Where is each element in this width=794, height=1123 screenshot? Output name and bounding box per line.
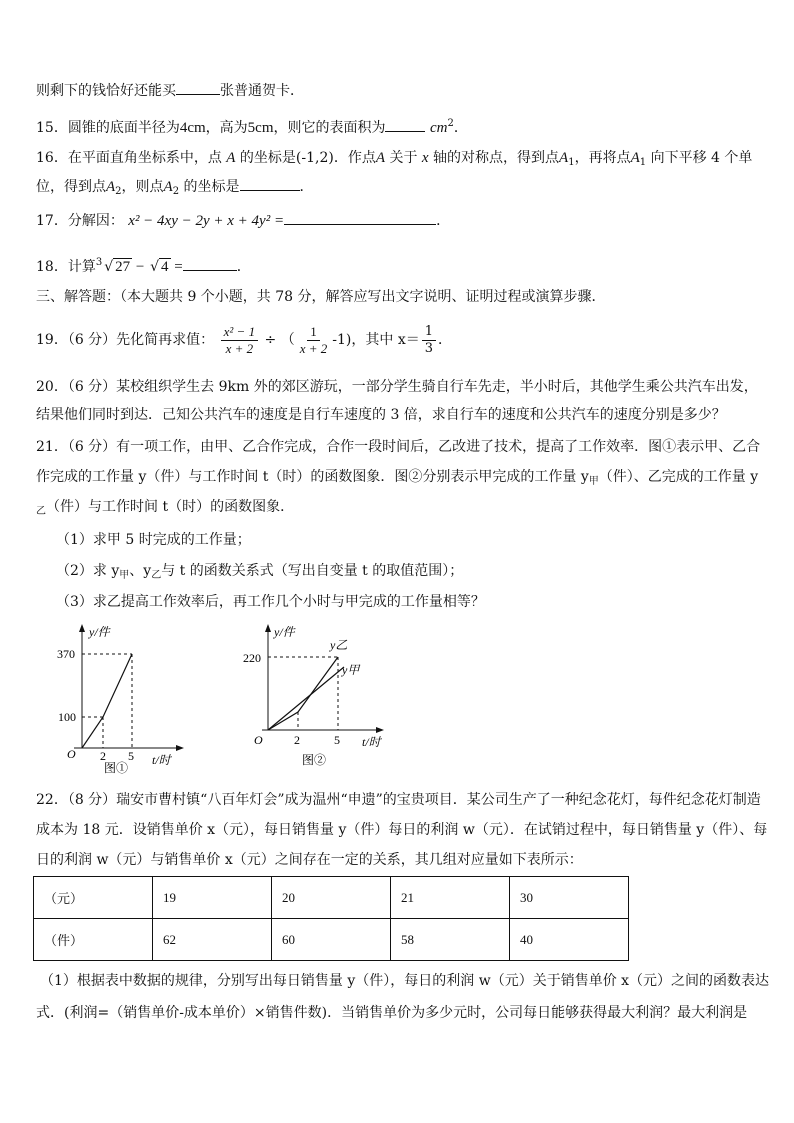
answer-blank[interactable]	[176, 80, 220, 95]
y-axis-label: y/件	[274, 625, 295, 639]
y-tick-220: 220	[243, 651, 261, 665]
table-row	[34, 877, 629, 919]
section-heading: 三、解答题：（本大题共 9 个小题，共 78 分，解答应写出文字说明、证明过程或演算步骤．	[36, 289, 606, 305]
fraction: $\frac{\text{x² − 1}}{x + 2}$	[221, 324, 258, 357]
data-table	[33, 876, 629, 961]
table-cell: 40	[510, 919, 629, 961]
label-jia: y甲	[342, 663, 360, 677]
table-cell: 62	[153, 919, 272, 961]
question-17: 17．分解因： x² − 4xy − 2y + x + 4y² = ．	[36, 210, 450, 231]
question-22-part1-line2: 式．(利润=（销售单价-成本单价）×销售件数)．当销售单价为多少元时，公司每日能够获得最大利润？最大利润是	[36, 1005, 748, 1021]
y-axis-arrow	[265, 624, 271, 632]
answer-blank[interactable]	[385, 117, 425, 132]
answer-blank[interactable]	[284, 210, 436, 225]
x-axis-label: t/时	[152, 753, 171, 767]
y-axis-arrow	[79, 624, 85, 632]
question-15: 15．圆锥的底面半径为4cm，高为5cm，则它的表面积为 $cm^2$．	[36, 118, 468, 136]
x-tick-2: 2	[100, 749, 106, 763]
question-22-line3: 日的利润 w（元）与销售单价 x（元）之间存在一定的关系，其几组对应量如下表所示：	[36, 852, 583, 868]
question-22-line1: 22．（8 分）瑞安市曹村镇“八百年灯会”成为温州“申遗”的宝贵项目．某公司生产了一种纪念花灯，每件纪念花灯制造	[36, 792, 761, 808]
graph-1	[52, 620, 192, 780]
line-jia	[268, 667, 344, 730]
table-cell: （元）	[34, 877, 153, 919]
question-16-line1: 16．在平面直角坐标系中，点 A 的坐标是(-1,2)．作点A 关于 x 轴的对称点，得到点$A_1$，再将点$A_1$ 向下平移 4 个单	[36, 150, 753, 168]
question-21-part1: （1）求甲 5 时完成的工作量；	[56, 532, 251, 548]
work-line	[82, 654, 132, 748]
x-tick-5: 5	[128, 749, 134, 763]
table-cell: 21	[391, 877, 510, 919]
question-22-line2: 成本为 18 元．设销售单价 x（元），每日销售量 y（件）每日的利润 w（元）．在试销过程中，每日销售量 y（件）、每	[36, 822, 768, 838]
x-tick-2: 2	[294, 733, 300, 747]
y-tick-100: 100	[58, 710, 76, 724]
question-21-part2: （2）求 $y_甲$、$y_乙$与 t 的函数关系式（写出自变量 t 的取值范围）；	[56, 563, 464, 581]
label-yi: y乙	[330, 638, 348, 652]
question-16-line2: 位，得到点$A_2$，则点$A_2$ 的坐标是 ．	[36, 176, 314, 202]
graph-caption: 图②	[302, 753, 327, 767]
table-cell: 30	[510, 877, 629, 919]
table-cell: 60	[272, 919, 391, 961]
table-cell: 58	[391, 919, 510, 961]
question-20-line2: 结果他们同时到达．己知公共汽车的速度是自行车速度的 3 倍，求自行车的速度和公共汽车的速度分别是多少？	[36, 407, 726, 423]
square-root: √ 4	[150, 259, 169, 275]
continued-line: 则剩下的钱恰好还能买 张普通贺卡．	[36, 80, 304, 101]
cube-root: √ 27	[104, 259, 131, 275]
x-tick-5: 5	[334, 733, 340, 747]
question-21-part3: （3）求乙提高工作效率后，再工作几个小时与甲完成的工作量相等？	[56, 594, 485, 610]
answer-blank[interactable]	[183, 256, 237, 271]
x-axis-arrow	[176, 745, 184, 751]
question-21-line2: 作完成的工作量 y（件）与工作时间 t（时）的函数图象．图②分别表示甲完成的工作量 $y_甲$（件）、乙完成的工作量 y	[36, 469, 759, 487]
x-axis-label: t/时	[362, 735, 381, 749]
table-cell: 19	[153, 877, 272, 919]
question-22-part1-line1: （1）根据表中数据的规律，分别写出每日销售量 y（件），每日的利润 w（元）关于销售单价 x（元）之间的函数表达	[40, 973, 770, 989]
graph-caption: 图①	[104, 761, 129, 775]
y-tick-370: 370	[57, 647, 75, 661]
question-20-line1: 20．（6 分）某校组织学生去 9km 外的郊区游玩，一部分学生骑自行车先走，半小时后，其他学生乘公共汽车出发，	[36, 379, 758, 395]
table-row	[34, 919, 629, 961]
origin-label: O	[67, 747, 76, 761]
table-cell: 20	[272, 877, 391, 919]
line-yi	[268, 657, 338, 730]
fraction: $\frac{1}{3}$	[422, 324, 436, 357]
question-21-line1: 21．（6 分）有一项工作，由甲、乙合作完成，合作一段时间后，乙改进了技术，提高了工作效率．图①表示甲、乙合	[36, 439, 761, 455]
graph-2	[240, 620, 400, 780]
origin-label: O	[254, 733, 263, 747]
answer-blank[interactable]	[240, 176, 300, 191]
question-19: 19．（6 分）先化简再求值： $\frac{\text{x² − 1}}{x + 2}$ ÷ （ $\frac{1}{x + 2}$ -1)，其中 x＝ $\frac{1}{3}$ ．	[36, 323, 453, 356]
question-21-line3: $_乙$（件）与工作时间 t（时）的函数图象．	[36, 499, 295, 517]
question-18: 18．计算$^3$ √ 27 − √ 4 = ．	[36, 257, 251, 275]
fraction: $\frac{1}{x + 2}$	[299, 323, 328, 356]
y-axis-label: y/件	[89, 625, 110, 639]
x-axis-arrow	[376, 727, 384, 733]
table-cell: （件）	[34, 919, 153, 961]
